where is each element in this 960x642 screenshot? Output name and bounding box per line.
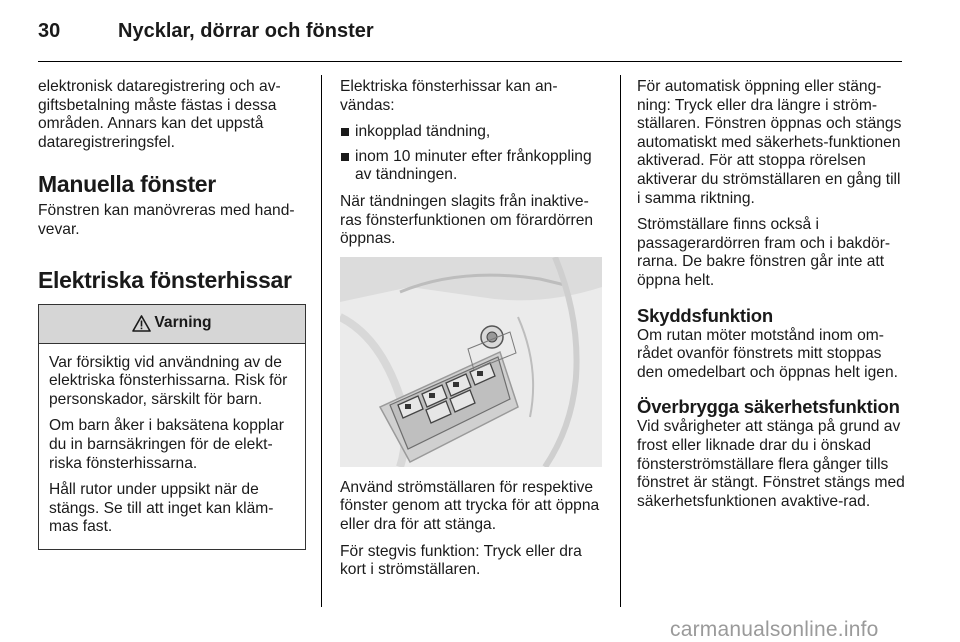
warning-title: Varning [154, 314, 212, 332]
chapter-title: Nycklar, dörrar och fönster [118, 20, 374, 42]
column-left [38, 78, 306, 550]
warning-paragraph: Håll rutor under uppsikt när de stängs. Se till att inget kan kläm-mas fast. [49, 481, 274, 536]
page-number: 30 [38, 20, 61, 42]
header-rule [38, 61, 902, 62]
warning-header [39, 305, 305, 344]
column-right [637, 78, 905, 519]
warning-box [38, 304, 306, 550]
usage-intro: Elektriska fönsterhissar kan an-vändas: [340, 78, 558, 114]
warning-paragraph: Var försiktig vid användning av de elektriska fönsterhissarna. Risk för personskador, särskilt för barn. [49, 353, 288, 408]
step-function-text: För stegvis funktion: Tryck eller dra kort i strömställaren. [340, 542, 582, 579]
override-text: Vid svårigheter att stänga på grund av frost eller liknade drar du i önskad fönsterströmställare flera gånger tills fönstret är stängt. Fönstret stängs med säkerhetsfunktionen avaktive-rad. [637, 418, 905, 510]
manual-windows-text: Fönstren kan manövreras med hand-vevar. [38, 202, 295, 238]
safety-function-text: Om rutan möter motstånd inom om-rådet ovanför fönstrets mitt stoppas den omedelbart och öppnas helt igen. [637, 326, 898, 381]
override-heading: Överbrygga säkerhetsfunktion [637, 396, 900, 418]
safety-function-heading: Skyddsfunktion [637, 304, 773, 326]
intro-paragraph: elektronisk dataregistrering och av-giftsbetalning måste fästas i dessa områden. Annars kan det uppstå dataregistreringsfel. [38, 78, 281, 151]
warning-paragraph: Om barn åker i baksätena kopplar du in barnsäkringen för de elekt-riska fönsterhissarna. [49, 417, 284, 472]
column-middle [340, 78, 605, 588]
column-divider-2 [620, 75, 621, 607]
electric-windows-heading: Elektriska fönsterhissar [38, 266, 292, 293]
condition-list [340, 123, 605, 185]
warning-body [39, 344, 305, 549]
column-divider-1 [321, 75, 322, 607]
window-switch-illustration [340, 257, 602, 467]
list-item: inom 10 minuter efter frånkoppling av tändningen. [340, 148, 605, 185]
switch-usage-text: Använd strömställaren för respektive fönster genom att trycka för att öppna eller dra för att stänga. [340, 478, 600, 533]
watermark: carmanualsonline.info [670, 618, 879, 641]
other-switches-text: Strömställare finns också i passagerardörren fram och i bakdör-rarna. De bakre fönstren går inte att öppna helt. [637, 216, 891, 289]
deactivation-text: När tändningen slagits från inaktive-ras fönsterfunktionen om förardörren öppnas. [340, 192, 594, 248]
manual-windows-heading: Manuella fönster [38, 171, 216, 198]
warning-triangle-icon [132, 315, 151, 332]
auto-function-text: För automatisk öppning eller stäng-ning: Tryck eller dra längre i ström-ställaren. Fönstren öppnas och stängs automatiskt med säkerhets-funktionen aktiverad. För att stoppa rörelsen aktiverar du strömställaren en gång till i samma riktning. [637, 78, 902, 207]
list-item: inkopplad tändning, [340, 123, 605, 142]
